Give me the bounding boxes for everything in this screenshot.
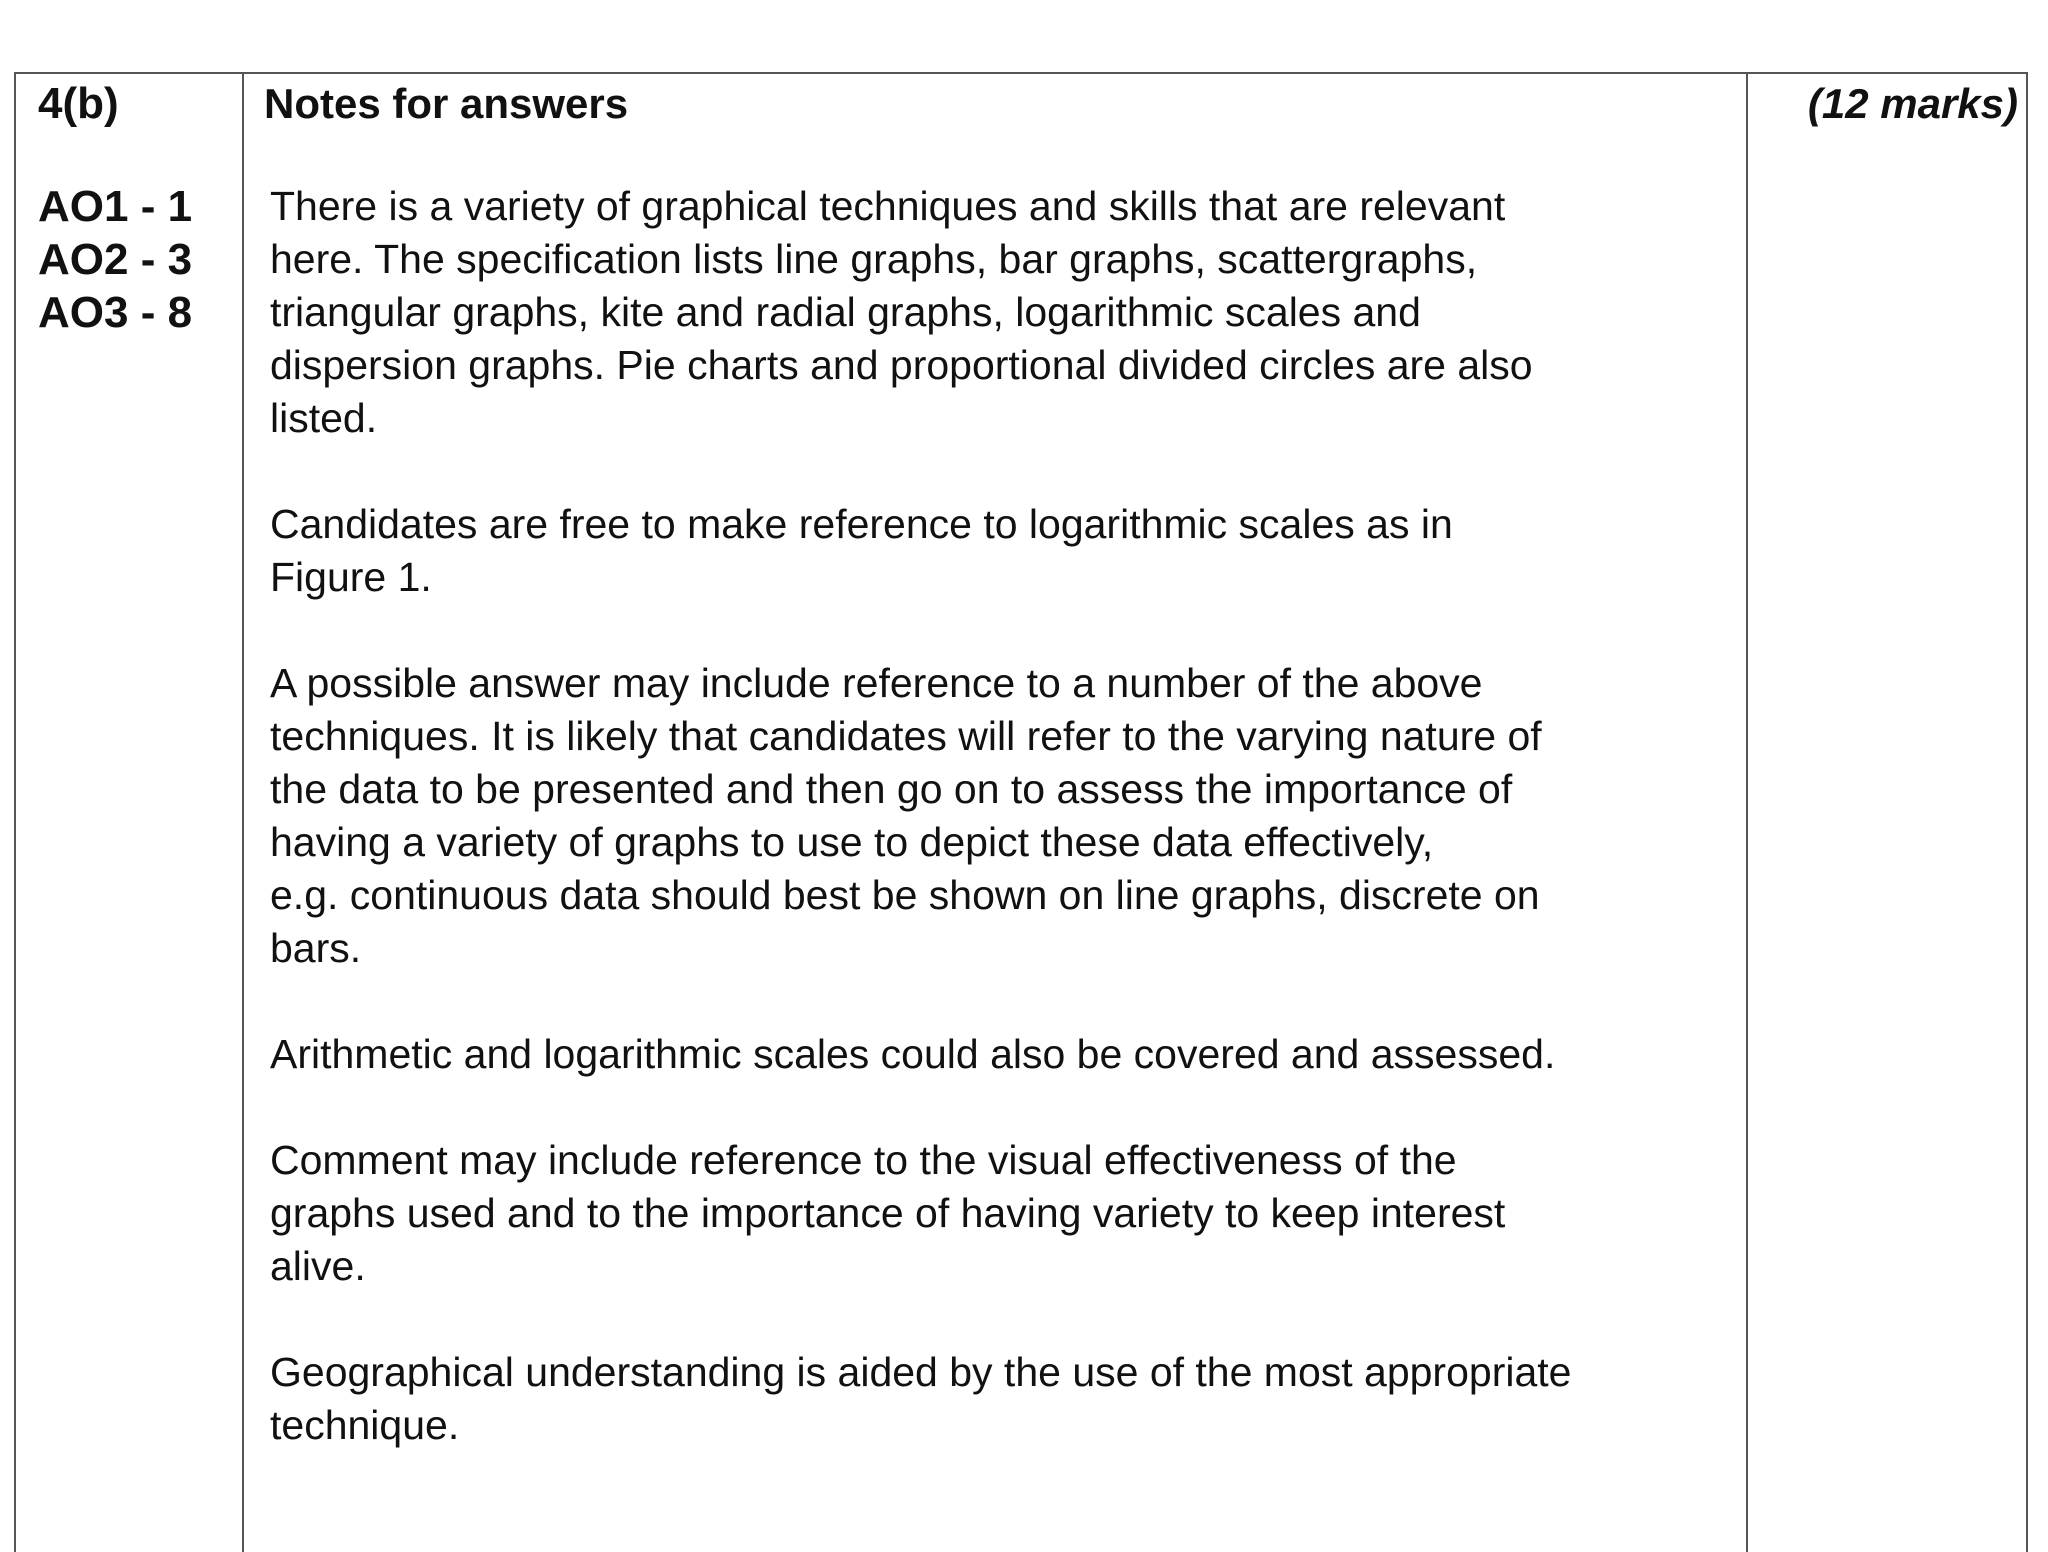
mark-scheme-table [14, 72, 2028, 1552]
ao-item: AO3 - 8 [38, 288, 193, 337]
question-number: 4(b) [38, 79, 119, 128]
notes-heading: Notes for answers [264, 80, 629, 127]
text-line: bars. [270, 925, 362, 971]
notes-body [264, 180, 1734, 1505]
text-line: Geographical understanding is aided by the use of the most appropriate [270, 1349, 1572, 1395]
marks-label: (12 marks) [1807, 80, 2018, 127]
ao-item: AO1 - 1 [38, 182, 193, 231]
assessment-objectives [38, 180, 192, 339]
notes-paragraph [264, 498, 1734, 604]
text-line: graphs used and to the importance of having variety to keep interest [270, 1190, 1506, 1236]
text-line: e.g. continuous data should best be shown on line graphs, discrete on [270, 872, 1540, 918]
text-line: Figure 1. [270, 554, 432, 600]
text-line: triangular graphs, kite and radial graphs, logarithmic scales and [270, 289, 1421, 335]
notes-paragraph [264, 180, 1734, 445]
text-line: here. The specification lists line graphs, bar graphs, scattergraphs, [270, 236, 1478, 282]
text-line: Comment may include reference to the visual effectiveness of the [270, 1137, 1457, 1183]
text-line: listed. [270, 395, 378, 441]
text-line: A possible answer may include reference to a number of the above [270, 660, 1483, 706]
notes-paragraph [264, 657, 1734, 975]
notes-paragraph [264, 1346, 1734, 1452]
text-line: alive. [270, 1243, 366, 1289]
notes-paragraph [264, 1134, 1734, 1293]
text-line: the data to be presented and then go on to assess the importance of [270, 766, 1513, 812]
text-line: Candidates are free to make reference to logarithmic scales as in [270, 501, 1453, 547]
text-line: Arithmetic and logarithmic scales could also be covered and assessed. [270, 1031, 1556, 1077]
text-line: dispersion graphs. Pie charts and proportional divided circles are also [270, 342, 1533, 388]
column-divider-right [1746, 74, 1748, 1552]
text-line: There is a variety of graphical techniques and skills that are relevant [270, 183, 1506, 229]
text-line: techniques. It is likely that candidates will refer to the varying nature of [270, 713, 1542, 759]
notes-paragraph [264, 1028, 1734, 1081]
text-line: technique. [270, 1402, 460, 1448]
column-divider-left [242, 74, 244, 1552]
ao-item: AO2 - 3 [38, 235, 193, 284]
text-line: having a variety of graphs to use to depict these data effectively, [270, 819, 1434, 865]
